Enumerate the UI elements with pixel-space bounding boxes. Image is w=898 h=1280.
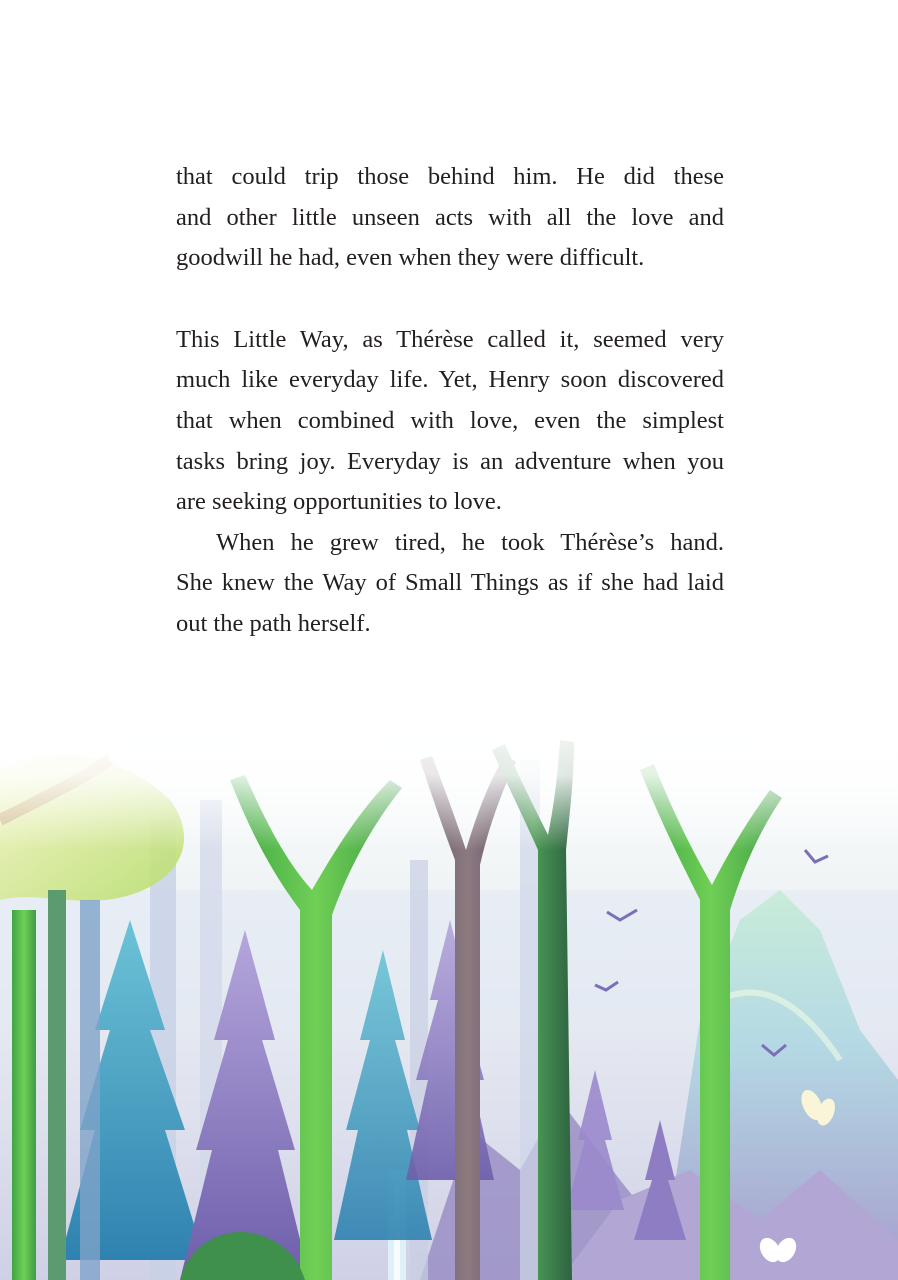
text-line: and other little unseen acts with all the love and	[176, 203, 724, 231]
paragraph-gap	[176, 279, 724, 320]
text-line: much like everyday life. Yet, Henry soon discovered	[176, 366, 724, 394]
forest-illustration	[0, 700, 898, 1280]
body-text	[176, 157, 724, 645]
paragraph-1	[176, 157, 724, 279]
text-line: that when combined with love, even the simplest	[176, 406, 724, 434]
text-line: She knew the Way of Small Things as if she had laid	[176, 569, 724, 597]
paragraph-3	[176, 523, 724, 645]
text-line: This Little Way, as Thérèse called it, seemed very	[176, 325, 724, 353]
paragraph-2	[176, 320, 724, 523]
text-line: out the path herself.	[176, 609, 371, 637]
text-line: goodwill he had, even when they were difficult.	[176, 244, 645, 272]
text-line: tasks bring joy. Everyday is an adventure when you	[176, 447, 724, 475]
text-line: are seeking opportunities to love.	[176, 488, 502, 516]
text-line: that could trip those behind him. He did these	[176, 163, 724, 190]
text-line: When he grew tired, he took Thérèse’s hand.	[216, 528, 724, 556]
